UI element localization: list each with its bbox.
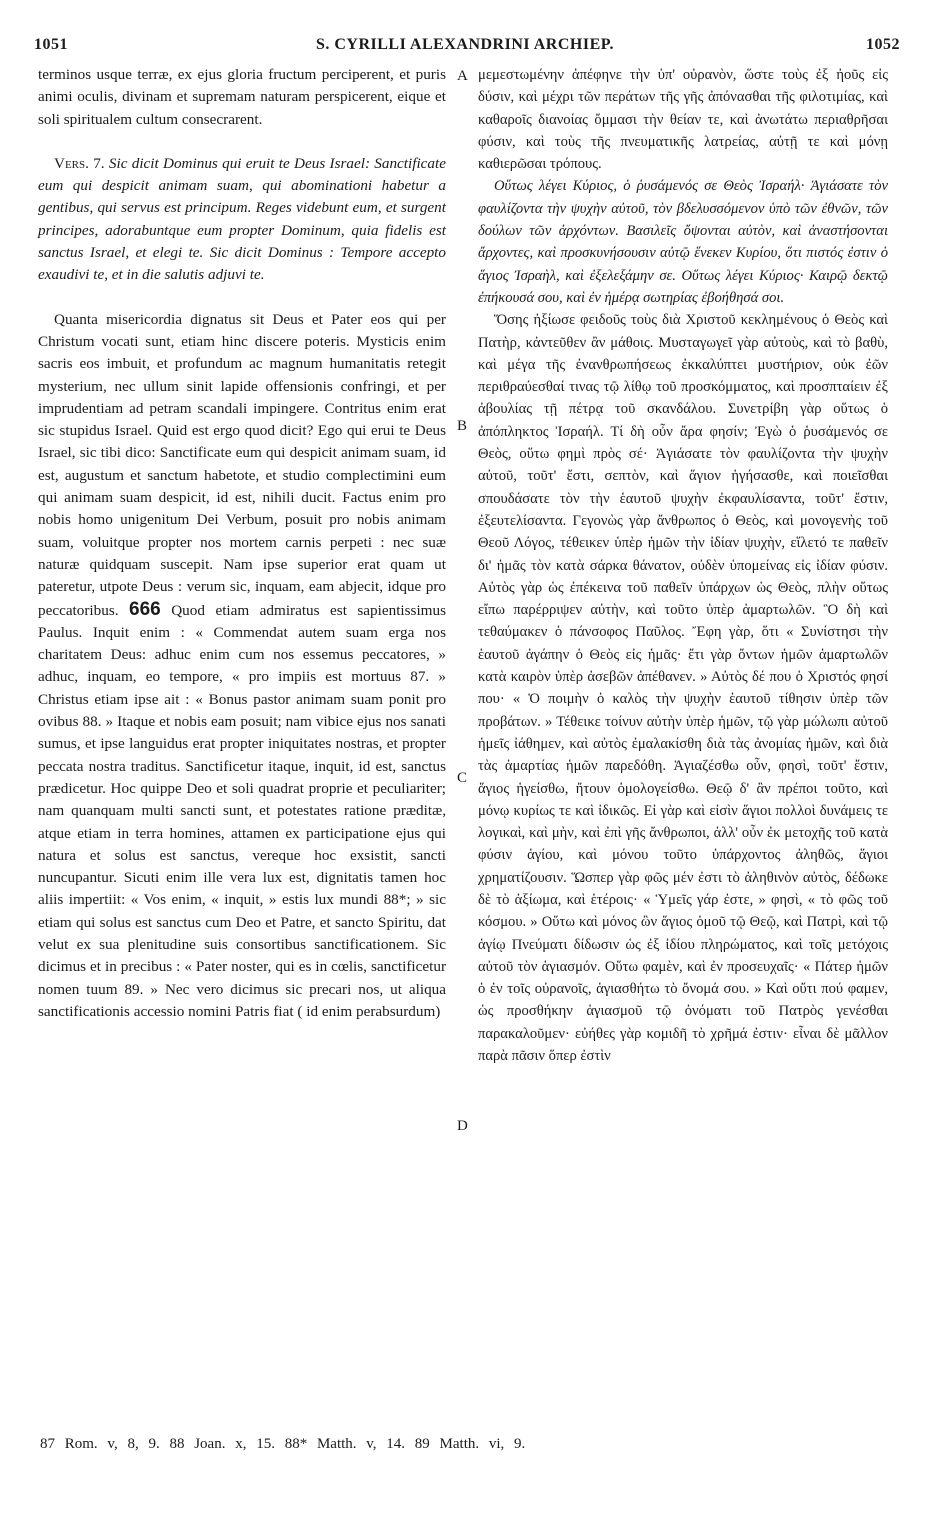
verse-text: Sic dicit Dominus qui eruit te Deus Israel: Sanctificate eum qui despicit animam suam, qui abominationi habetur a gentibus, qui servus est principum. Reges videbunt eum, et surgent principes, adorabuntque eum propter Dominum, quia fidelis est sanctus Israel, et elegi te. Sic dicit Dominus : Tempore accepto exaudivi te, et in die salutis adjuvi te.: [38, 154, 446, 284]
column-number-666: 666: [129, 598, 161, 620]
verse-label: Vers. 7.: [54, 154, 105, 172]
latin-commentary-part-1: Quanta misericordia dignatus sit Deus et Pater eos qui per Christum vocati sunt, etiam hinc discere poteris. Mysticis enim sacris eos imbuit, et profundum ac magnum humanitatis retegit mysterium, nec ullum sinit lapide offensionis confringi, et per imprudentiam ad petram scandali impingere. Contritus enim erat sic stupidus Israel. Quid est ergo quod dicit? Ego qui erui te Deus Israel, sic tibi dico: Sanctificate eum qui despicit animam suam, id est, augustum et sanctum habetote, et studio complectimini eum qui animam suam despicit, id est, nihili ducit. Factus enim pro nobis homo unigenitum Dei Verbum, posuit pro nobis animam suam, voluitque propter nos mortem carnis perpeti : nec suæ naturæ quidquam suscepit. Nam ipse superior erat quam ut pateretur, utpote Deus : verum sic, inquam, eam abjecit, idque pro peccatoribus.: [38, 310, 446, 619]
left-page-number: 1051: [34, 36, 68, 53]
right-page-number: 1052: [866, 36, 900, 53]
footnotes: 87 Rom. v, 8, 9. 88 Joan. x, 15. 88* Matth. v, 14. 89 Matth. vi, 9.: [40, 1436, 526, 1452]
latin-commentary-part-2: Quod etiam admiratus est sapientissimus Paulus. Inquit enim : « Commendat autem suam erga nos charitatem Deus: adhuc enim cum nos essemus peccatores, » adhuc, inquam, eo tempore, « pro impiis est mortuus 87. » Christus etiam ipse ait : « Bonus pastor animam suam ponit pro ovibus 88. » Itaque et nobis eam posuit; nam vibice ejus nos sanati sumus, et ipse languidus erat propter iniquitates nostras, et propter peccata nostra traditus. Sanctificetur itaque, inquit, id est, sanctus prædicetur. Hoc quippe Deo et soli quadrat proprie et peculiariter; nam quanquam multi sancti sunt, et potestates ratione præditæ, atque etiam in terra homines, attamen ex participatione ejus qui natura et solus est sanctus, vereque hoc exsistit, sancti nuncupantur. Sicuti enim ille vera lux est, dignitatis tamen hoc aliis impertiit: « Vos enim, « inquit, » estis lux mundi 88*; » sic etiam qui solus est sanctus cum Deo et Patre, et sancto Spiritu, dat velut ex sua plenitudine suis consortibus sanctificationem. Sic dicimus et in precibus : « Pater noster, qui es in cœlis, sanctificetur nomen tuum 89. » Nec vero dicimus sic precari nos, ut aliqua sanctificationis accessio nomini Patris fiat ( id enim perabsurdum): [38, 601, 446, 1020]
latin-verse: [38, 153, 446, 287]
latin-paragraph-1: terminos usque terræ, ex ejus gloria fructum perciperent, et puris animi oculis, divinam et supremam naturam perspicerent, eique et soli spiritualem cultum consecrarent.: [38, 66, 446, 128]
greek-paragraph-1: μεμεστωμένην ἀπέφηνε τὴν ὑπ' οὐρανὸν, ὥστε τοὺς ἐξ ἠοῦς εἰς δύσιν, καὶ μέχρι τῶν περάτων τῆς γῆς ἀπόνασθαι τῆς φιλοτιμίας, καὶ καθαροῖς διανοίας ὄμμασι τὴν θείαν τε, καὶ ἀνωτάτω περιαθρῆσαι φύσιν, καὶ τοὺς τῆς πνευματικῆς λατρείας, αὐτῇ τε καὶ μόνῃ καθιερῶσαι τρόπους.: [478, 67, 888, 173]
greek-column: [478, 64, 888, 1067]
greek-commentary: Ὅσης ἠξίωσε φειδοῦς τοὺς διὰ Χριστοῦ κεκλημένους ὁ Θεὸς καὶ Πατὴρ, κἀντεῦθεν ἂν μάθοις. Μυσταγωγεῖ γὰρ αὐτοὺς, καὶ τὸ βαθὺ, καὶ μέγα τῆς ἐνανθρωπήσεως ἐκκαλύπτει μυστήριον, οὐκ ἐῶν περιθραύεσθαί τινας τῷ λίθῳ τοῦ προσκόμματος, καὶ προσπταίειν ἐξ ἀβουλίας τῇ πέτρᾳ τοῦ σκανδάλου. Συνετρίβη γὰρ οὕτως ὁ ἀπόπληκτος Ἰσραήλ. Τί δὴ οὖν ἄρα φησίν; Ἐγὼ ὁ ῥυσάμενός σε Θεὸς, οὕτω φημὶ πρὸς σέ· Ἁγιάσατε τὸν φαυλίζοντα τὴν ψυχὴν αὐτοῦ, τοῦτ' ἔστι, σεπτὸν, καὶ ἅγιον ἡγήσασθε, καὶ ποιεῖσθαι σπουδάσατε τὸν τὴν ἑαυτοῦ ψυχὴν ἐκφαυλίσαντα, τοῦτ' ἔστιν, ἐξευτελίσαντα. Γεγονὼς γὰρ ἄνθρωπος ὁ Θεὸς, καὶ μονογενὴς τοῦ Θεοῦ Λόγος, τέθεικεν ὑπὲρ ἡμῶν τὴν ἰδίαν ψυχὴν, εἵλετό τε παθεῖν δι' ἡμᾶς τὸν κατὰ σάρκα θάνατον, οὐδὲν ὑπομείνας εἰς ἰδίαν φύσιν. Αὐτὸς γὰρ ὡς ἐπέκεινα τοῦ παθεῖν ὑπάρχων ὡς Θεὸς, πλὴν οὕτως εἴπω παρέρριψεν αὐτὴν, καὶ τοῦτο ὑπὲρ ἁμαρτωλῶν. Ὃ δὴ καὶ τεθαύμακεν ὁ πάνσοφος Παῦλος. Ἔφη γὰρ, ὅτι « Συνίστησι τὴν ἑαυτοῦ ἀγάπην ὁ Θεὸς εἰς ἡμᾶς· ἔτι γὰρ ὄντων ἡμῶν ἁμαρτωλῶν κατὰ καιρὸν ὑπὲρ ἀσεβῶν ἀπέθανεν. » Αὐτὸς δέ που ὁ Χριστός φησί που· « Ὁ ποιμὴν ὁ καλὸς τὴν ψυχὴν ἑαυτοῦ τίθησιν ὑπὲρ τῶν προβάτων. » Τέθεικε τοίνυν αὐτὴν ὑπὲρ ἡμῶν, τῷ γὰρ μώλωπι αὐτοῦ ἡμεῖς ἰάθημεν, καὶ αὐτὸς ἐμαλακίσθη διὰ τὰς ἀνομίας ἡμῶν, καὶ διὰ τὰς ἁμαρτίας ἡμῶν παρεδόθη. Ἁγιαζέσθω οὖν, φησὶ, τοῦτ' ἔστιν, ἅγιος ἡγείσθω, ἤτουν ὁμολογείσθω. Θεῷ δ' ἂν πρέποι τοῦτο, καὶ μόνῳ κυρίως τε καὶ ἰδικῶς. Εἰ γὰρ καὶ εἰσὶν ἅγιοι πολλοὶ δυνάμεις τε λογικαὶ, καὶ μὴν, καὶ ἐπὶ γῆς ἄνθρωποι, ἀλλ' οὖν ἐκ μετοχῆς τοῦ κατὰ φύσιν ἁγίου, καὶ μόνου τοῦτο ὑπάρχοντος ἀληθῶς, ἅγιοι χρηματίζουσιν. Ὥσπερ γὰρ φῶς μέν ἐστι τὸ ἀληθινὸν αὐτὸς, δέδωκε δὲ τὸ ἀξίωμα, καὶ ἑτέροις· « Ὑμεῖς γάρ ἐστε, » φησὶ, « τὸ φῶς τοῦ κόσμου. » Οὕτω καὶ μόνος ὢν ἅγιος ὁμοῦ τῷ Θεῷ, καὶ Πατρὶ, καὶ τῷ ἁγίῳ Πνεύματι δίδωσιν ὡς ἐξ ἰδίου πληρώματος, καὶ τοῖς μετόχοις αὐτοῦ τὸν ἁγιασμόν. Οὕτω φαμὲν, καὶ ἐν προσευχαῖς· « Πάτερ ἡμῶν ὁ ἐν τοῖς οὐρανοῖς, ἁγιασθήτω τὸ ὄνομά σου. » Καὶ οὔτι πού φαμεν, ὡς προσθήκην ἁγιασμοῦ τῷ ὀνόματι τοῦ Πατρὸς γενέσθαι παρακαλοῦμεν· εὐήθες γὰρ κομιδῆ τὸ χρῆμά ἐστιν· εἶναι δὲ μᾶλλον παρὰ πᾶσιν ὅπερ ἐστὶν: [478, 312, 888, 1065]
margin-mark-a: A: [457, 68, 468, 84]
margin-mark-c: C: [457, 770, 468, 786]
greek-verse: Οὕτως λέγει Κύριος, ὁ ῥυσάμενός σε Θεὸς Ἰσραήλ· Ἁγιάσατε τὸν φαυλίζοντα τὴν ψυχὴν αὐτοῦ, τὸν βδελυσσόμενον ὑπὸ τῶν ἐθνῶν, τῶν δούλων τῶν ἀρχόντων. Βασιλεῖς ὄψονται αὐτὸν, καὶ ἀναστήσονται ἄρχοντες, καὶ προσκυνήσουσιν αὐτῷ ἕνεκεν Κυρίου, ὅτι πιστός ἐστιν ὁ ἅγιος Ἰσραὴλ, καὶ ἐξελεξάμην σε. Οὕτως λέγει Κύριος· Καιρῷ δεκτῷ ἐπήκουσά σου, καὶ ἐν ἡμέρᾳ σωτηρίας ἐβοήθησά σοι.: [478, 178, 888, 306]
latin-column: [38, 64, 446, 1023]
latin-commentary: [38, 309, 446, 1024]
margin-mark-b: B: [457, 418, 468, 434]
margin-mark-d: D: [457, 1118, 468, 1134]
page-header: [30, 36, 900, 60]
running-title: S. CYRILLI ALEXANDRINI ARCHIEP.: [315, 36, 615, 53]
